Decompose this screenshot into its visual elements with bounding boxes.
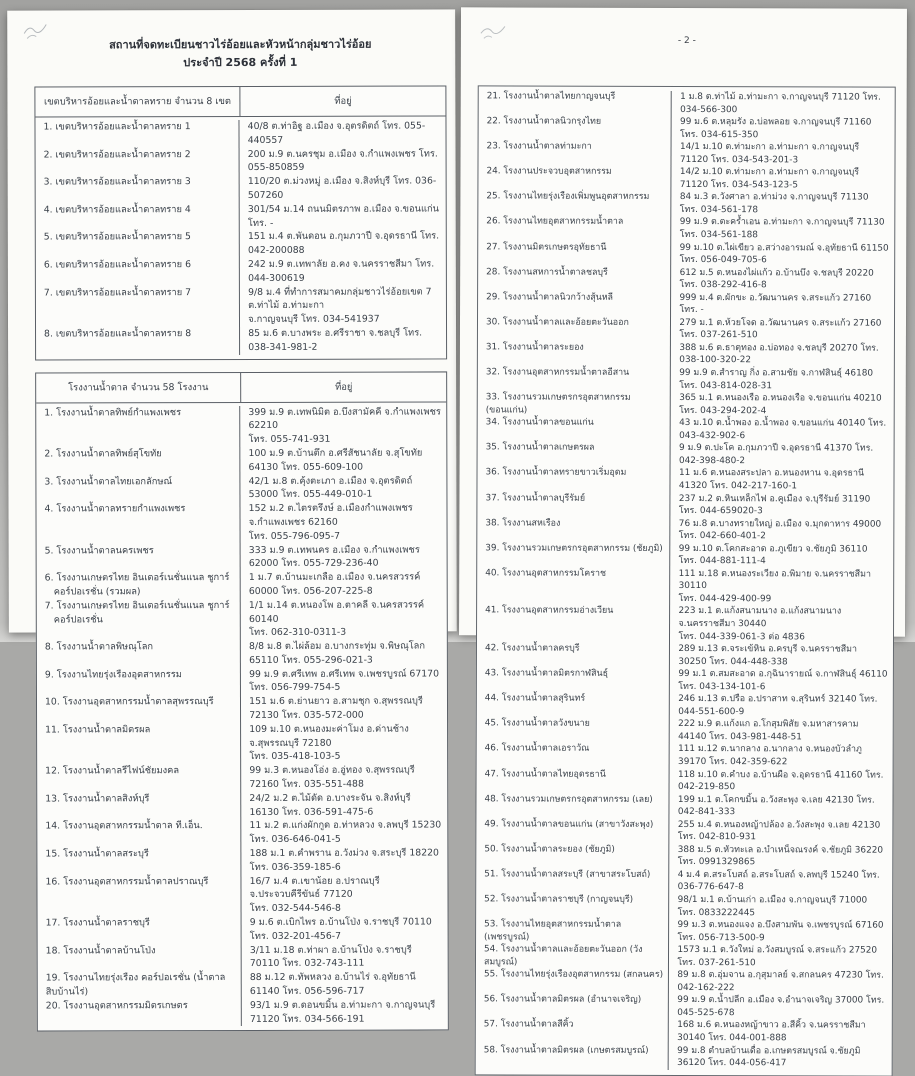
entry-name-cell: 1. โรงงานน้ำตาลทิพย์กำแพงเพชร xyxy=(36,406,240,448)
entry-address-cell: 98/1 ม.1 ต.บ้านเก่า อ.เมือง จ.กาญจนบุรี 71000 โทร. 0833222445 xyxy=(677,894,868,918)
entry-address-cell: 118 ม.10 ต.คำบง อ.บ้านผือ จ.อุดรธานี 41160 โทร. 042-219-850 xyxy=(677,769,884,793)
table-row xyxy=(477,542,893,568)
entry-name-cell: 25. โรงงานไทยรุ่งเรืองเพิ่มพูนอุตสาหกรรม xyxy=(478,191,672,217)
table-row xyxy=(478,442,894,468)
entry-name-cell: 36. โรงงานน้ำตาลทรายขาวเริ่มอุดม xyxy=(477,467,671,493)
entry-address-cell: 1573 ม.1 ต.วังใหม่ อ.วังสมบูรณ์ จ.สระแก้ว 27520 โทร. 037-261-510 xyxy=(677,945,878,968)
entry-name-cell: 2. เขตบริหารอ้อยและน้ำตาลทราย 2 xyxy=(36,148,240,176)
entry-address-cell: 111 ม.12 ต.นากลาง อ.นากลาง จ.หนองบัวลำภู 39170 โทร. 042-359-622 xyxy=(678,744,862,768)
table-row xyxy=(477,768,893,794)
entry-name-cell: 53. โรงงานไทยอุตสาหกรรมน้ำตาล (เพชรบูรณ์) xyxy=(476,918,670,944)
entry-address-cell: 99 ม.10 ต.โคกสะอาด อ.ภูเขียว จ.ชัยภูมิ 36110 โทร. 044-881-111-4 xyxy=(678,543,868,567)
entry-address-cell: 110/20 ต.ม่วงหมู่ อ.เมือง จ.สิงห์บุรี โทร. 036-507260 xyxy=(247,175,437,201)
entry-address-cell: 1 ม.7 ต.บ้านมะเกลือ อ.เมือง จ.นครสวรรค์ 60000 โทร. 056-207-225-8 xyxy=(248,571,421,597)
entry-name-cell: 27. โรงงานมิตรเกษตรอุทัยธานี xyxy=(478,241,672,267)
entry-name-cell: 31. โรงงานน้ำตาลระยอง xyxy=(478,341,672,367)
entry-name-cell: 17. โรงงานน้ำตาลราชบุรี xyxy=(38,916,242,944)
table-row xyxy=(37,764,447,793)
factory-table-page1 xyxy=(35,371,449,1032)
document-title-line2: ประจำปี 2568 ครั้งที่ 1 xyxy=(183,55,298,70)
table-row xyxy=(37,571,447,600)
entry-address-cell: 99 ม.9 ต.ตะคร้ำเอน อ.ท่ามะกา จ.กาญจนบุรี 71130 โทร. 034-561-188 xyxy=(679,217,885,241)
entry-address-cell: 11 ม.2 ต.แก่งผักกูด อ.ท่าหลวง จ.ลพบุรี 15230 โทร. 036-646-041-5 xyxy=(249,819,442,846)
factory-table-header xyxy=(36,372,446,403)
table-row xyxy=(477,743,893,769)
factory-table-page2 xyxy=(475,85,896,1076)
entry-address-cell: 3/11 ม.18 ต.ท่าผา อ.บ้านโป่ง จ.ราชบุรี 70110 โทร. 032-743-111 xyxy=(249,944,412,970)
entry-name-cell: 6. โรงงานเกษตรไทย อินเตอร์เนชั่นแนล ชูการ์ คอร์ปอเรชั่น (รวมผล) xyxy=(37,571,241,599)
table-row xyxy=(476,969,892,995)
entry-name-cell: 56. โรงงานน้ำตาลมิตรผล (อำนาจเจริญ) xyxy=(476,994,670,1020)
entry-name-cell: 41. โรงงานอุตสาหกรรมอ่างเวียน xyxy=(477,605,671,643)
entry-address-cell: 99 ม.9 ต.สำราญ กิ่ง อ.สามชัย จ.กาฬสินธุ์ 46180 โทร. 043-814-028-31 xyxy=(679,368,874,391)
document-title-line1: สถานที่จดทะเบียนชาวไร่อ้อยและหัวหน้ากลุ่มชาวไร่อ้อย xyxy=(109,37,372,52)
entry-name-cell: 40. โรงงานอุตสาหกรรมโคราช xyxy=(477,567,671,605)
table-row xyxy=(36,202,446,231)
table-row xyxy=(479,115,895,141)
factory-table-header-name: โรงงานน้ำตาล จำนวน 58 โรงงาน xyxy=(36,373,241,403)
entry-name-cell: 7. เขตบริหารอ้อยและน้ำตาลทราย 7 xyxy=(36,286,240,328)
entry-address-cell: 111 ม.18 ต.หนองระเวียง อ.พิมาย จ.นครราชสีมา 30110 โทร. 044-429-400-99 xyxy=(678,568,871,605)
entry-name-cell: 55. โรงงานไทยรุ่งเรืองอุตสาหกรรม (สกลนคร) xyxy=(476,969,670,995)
entry-address-cell: 99 ม.3 ต.หนองแจง อ.บึงสามพัน จ.เพชรบูรณ์ 67160 โทร. 056-713-500-9 xyxy=(677,920,884,943)
entry-address-cell: 16/7 ม.4 ต.เขาน้อย อ.ปราณบุรี จ.ประจวบคีรีขันธ์ 77120 โทร. 032-544-546-8 xyxy=(249,875,380,915)
entry-name-cell: 28. โรงงานสหการน้ำตาลชลบุรี xyxy=(478,266,672,292)
entry-name-cell: 48. โรงงานรวมเกษตรกรอุตสาหกรรม (เลย) xyxy=(476,793,670,819)
table-row xyxy=(35,119,445,148)
table-row xyxy=(477,718,893,744)
table-row xyxy=(37,722,447,764)
entry-address-cell: 99 ม.9 ต.ศรีเทพ อ.ศรีเทพ จ.เพชรบูรณ์ 67170 โทร. 056-799-754-5 xyxy=(249,668,440,694)
entry-address-cell: 84 ม.3 ต.วังศาลา อ.ท่าม่วง จ.กาญจนบุรี 71130 โทร. 034-561-178 xyxy=(679,192,869,216)
entry-name-cell: 43. โรงงานน้ำตาลมิตรกาฬสินธุ์ xyxy=(477,668,671,694)
entry-address-cell: 333 ม.9 ต.เทพนคร อ.เมือง จ.กำแพงเพชร 62000 โทร. 055-729-236-40 xyxy=(248,544,420,570)
zone-table-header-name: เขตบริหารอ้อยและน้ำตาลทราย จำนวน 8 เขต xyxy=(35,87,240,117)
entry-name-cell: 6. เขตบริหารอ้อยและน้ำตาลทราย 6 xyxy=(36,258,240,286)
entry-name-cell: 10. โรงงานอุตสาหกรรมน้ำตาลสุพรรณบุรี xyxy=(37,695,241,723)
factory-table-body-page1 xyxy=(36,402,448,1031)
entry-address-cell: 399 ม.9 ต.เทพนิมิต อ.บึงสามัคคี จ.กำแพงเพชร 62210 โทร. 055-741-931 xyxy=(248,406,441,446)
entry-name-cell: 22. โรงงานน้ำตาลนิวกรุงไทย xyxy=(479,115,673,141)
table-row xyxy=(36,285,446,327)
entry-address-cell: 279 ม.1 ต.ห้วยโจด อ.วัฒนานคร จ.สระแก้ว 27160 โทร. 037-261-510 xyxy=(679,317,882,341)
entry-address-cell: 388 ม.6 ต.ธาตุทอง อ.บ่อทอง จ.ชลบุรี 20270 โทร. 038-100-320-22 xyxy=(679,342,879,366)
table-row xyxy=(477,467,893,493)
entry-address-cell: 999 ม.4 ต.ผักขะ อ.วัฒนานคร จ.สระแก้ว 27160 โทร. - xyxy=(679,292,872,316)
entry-name-cell: 54. โรงงานน้ำตาลและอ้อยตะวันออก (วังสมบูรณ์) xyxy=(476,944,670,970)
table-row xyxy=(478,366,894,392)
entry-name-cell: 18. โรงงานน้ำตาลบ้านโป่ง xyxy=(38,944,242,972)
table-row xyxy=(476,944,892,970)
pencil-mark-icon xyxy=(19,16,61,42)
table-row xyxy=(478,166,894,192)
entry-address-cell: 199 ม.1 ต.โคกขมิ้น อ.วังสะพุง จ.เลย 42130 โทร. 042-841-333 xyxy=(677,794,875,818)
table-row xyxy=(478,241,894,267)
entry-address-cell: 151 ม.4 ต.พันดอน อ.กุมภวาปี จ.อุดรธานี โทร. 042-200088 xyxy=(247,230,440,257)
entry-address-cell: 99 ม.3 ต.หนองโอ่ง อ.อู่ทอง จ.สุพรรณบุรี 72160 โทร. 035-551-488 xyxy=(249,764,415,791)
table-row xyxy=(36,326,446,355)
entry-name-cell: 3. เขตบริหารอ้อยและน้ำตาลทราย 3 xyxy=(36,175,240,203)
entry-address-cell: 99 ม.1 ต.สมสะอาด อ.กุฉินารายณ์ จ.กาฬสินธุ์ 46110 โทร. 043-134-101-6 xyxy=(678,669,888,692)
entry-address-cell: 109 ม.10 ต.หนองมะค่าโมง อ.ด่านช้าง จ.สุพรรณบุรี 72180 โทร. 035-418-103-5 xyxy=(249,723,409,763)
entry-name-cell: 34. โรงงานน้ำตาลขอนแก่น xyxy=(478,417,672,443)
entry-address-cell: 4 ม.4 ต.สระโบสถ์ อ.สระโบสถ์ จ.ลพบุรี 15240 โทร. 036-776-647-8 xyxy=(677,869,880,893)
table-row xyxy=(476,994,892,1020)
entry-name-cell: 9. โรงงานไทยรุ่งเรืองอุตสาหกรรม xyxy=(37,668,241,696)
table-row xyxy=(36,446,446,475)
entry-address-cell: 200 ม.9 ต.นครชุม อ.เมือง จ.กำแพงเพชร โทร. 055-850859 xyxy=(247,148,438,174)
table-row xyxy=(36,502,446,544)
entry-address-cell: 93/1 ม.9 ต.ดอนขมิ้น อ.ท่ามะกา จ.กาญจนบุรี 71120 โทร. 034-566-191 xyxy=(249,999,436,1025)
entry-name-cell: 45. โรงงานน้ำตาลวังขนาย xyxy=(477,718,671,744)
table-row xyxy=(476,893,892,919)
entry-name-cell: 57. โรงงานน้ำตาลสีคิ้ว xyxy=(476,1019,670,1045)
entry-address-cell: 223 ม.1 ต.แก้งสนามนาง อ.แก้งสนามนาง จ.นครราชสีมา 30440 โทร. 044-339-061-3 ต่อ 4836 xyxy=(678,606,842,642)
table-row xyxy=(476,868,892,894)
table-row xyxy=(478,216,894,242)
entry-address-cell: 76 ม.8 ต.บางทรายใหญ่ อ.เมือง จ.มุกดาหาร 49000 โทร. 042-660-401-2 xyxy=(678,518,882,542)
table-row xyxy=(477,517,893,543)
entry-name-cell: 3. โรงงานน้ำตาลไทยเอกลักษณ์ xyxy=(36,475,240,503)
entry-address-cell: 301/54 ม.14 ถนนมิตรภาพ อ.เมือง จ.ขอนแก่น โทร. - xyxy=(247,203,439,229)
entry-name-cell: 8. โรงงานน้ำตาลพิษณุโลก xyxy=(37,640,241,668)
table-row xyxy=(478,291,894,317)
entry-address-cell: 151 ม.6 ต.ย่านยาว อ.สามชุก จ.สุพรรณบุรี 72130 โทร. 035-572-000 xyxy=(249,695,423,722)
table-row xyxy=(478,141,894,167)
entry-address-cell: 246 ม.13 ต.ปรือ อ.ปราสาท จ.สุรินทร์ 32140 โทร. 044-551-600-9 xyxy=(678,694,878,717)
entry-name-cell: 2. โรงงานน้ำตาลทิพย์สุโขทัย xyxy=(36,447,240,475)
pencil-mark-icon xyxy=(477,19,517,43)
table-row xyxy=(478,266,894,292)
table-row xyxy=(476,1044,892,1070)
table-row xyxy=(478,316,894,342)
entry-address-cell: 9 ม.6 ต.เบิกไพร อ.บ้านโป่ง จ.ราชบุรี 70110 โทร. 032-201-456-7 xyxy=(249,916,432,942)
entry-name-cell: 52. โรงงานน้ำตาลราชบุรี (กาญจนบุรี) xyxy=(476,893,670,919)
table-row xyxy=(37,695,447,724)
entry-name-cell: 20. โรงงานอุตสาหกรรมมิตรเกษตร xyxy=(38,999,242,1027)
zone-table-body xyxy=(35,116,446,359)
table-row xyxy=(37,598,447,640)
entry-name-cell: 58. โรงงานน้ำตาลมิตรผล (เกษตรสมบูรณ์) xyxy=(476,1044,670,1070)
entry-address-cell: 9 ม.9 ต.ปะโค อ.กุมภวาปี จ.อุดรธานี 41370 โทร. 042-398-480-2 xyxy=(678,443,874,467)
table-row xyxy=(477,693,893,719)
entry-name-cell: 46. โรงงานน้ำตาลเอราวัณ xyxy=(477,743,671,769)
entry-address-cell: 237 ม.2 ต.หินเหล็กไฟ อ.คูเมือง จ.บุรีรัมย์ 31190 โทร. 044-659020-3 xyxy=(678,493,871,517)
table-row xyxy=(477,605,893,644)
entry-name-cell: 24. โรงงานประจวบอุตสาหกรรม xyxy=(478,166,672,192)
table-row xyxy=(478,191,894,217)
entry-address-cell: 388 ม.5 ต.หัวทะเล อ.บำเหน็จณรงค์ จ.ชัยภูมิ 36220 โทร. 0991329865 xyxy=(677,844,884,868)
entry-name-cell: 37. โรงงานน้ำตาลบุรีรัมย์ xyxy=(477,492,671,518)
table-row xyxy=(38,915,448,944)
entry-name-cell: 4. เขตบริหารอ้อยและน้ำตาลทราย 4 xyxy=(36,203,240,231)
table-row xyxy=(476,818,892,844)
entry-name-cell: 47. โรงงานน้ำตาลไทยอุดรธานี xyxy=(477,768,671,794)
entry-address-cell: 85 ม.6 ต.บางพระ อ.ศรีราชา จ.ชลบุรี โทร. 038-341-981-2 xyxy=(248,327,423,353)
table-row xyxy=(36,405,446,447)
table-row xyxy=(37,791,447,820)
entry-address-cell: 365 ม.1 ต.หนองเรือ อ.หนองเรือ จ.ขอนแก่น 40210 โทร. 043-294-202-4 xyxy=(679,393,882,416)
entry-name-cell: 14. โรงงานอุตสาหกรรมน้ำตาล ที.เอ็น. xyxy=(37,819,241,847)
table-row xyxy=(36,257,446,286)
entry-name-cell: 51. โรงงานน้ำตาลสระบุรี (สาขาสระโบสถ์) xyxy=(476,868,670,894)
entry-name-cell: 29. โรงงานน้ำตาลนิวกว้างสุ้นหลี xyxy=(478,291,672,317)
table-row xyxy=(37,543,447,572)
entry-name-cell: 4. โรงงานน้ำตาลทรายกำแพงเพชร xyxy=(36,502,240,544)
factory-table-body-page2 xyxy=(476,86,895,1075)
table-row xyxy=(478,391,894,417)
table-row xyxy=(36,175,446,204)
entry-address-cell: 43 ม.10 ต.น้ำพอง อ.น้ำพอง จ.ขอนแก่น 40140 โทร. 043-432-902-6 xyxy=(679,418,887,441)
factory-table-header-address: ที่อยู่ xyxy=(335,381,353,393)
entry-name-cell: 23. โรงงานน้ำตาลท่ามะกา xyxy=(478,141,672,167)
entry-name-cell: 30. โรงงานน้ำตาลและอ้อยตะวันออก xyxy=(478,316,672,342)
page-number: - 2 - xyxy=(677,35,696,47)
entry-name-cell: 11. โรงงานน้ำตาลมิตรผล xyxy=(37,723,241,765)
table-row xyxy=(478,341,894,367)
entry-name-cell: 5. โรงงานน้ำตาลนครเพชร xyxy=(37,543,241,571)
entry-name-cell: 42. โรงงานน้ำตาลครบุรี xyxy=(477,642,671,668)
entry-address-cell: 99 ม.6 ต.หลุมรัง อ.บ่อพลอย จ.กาญจนบุรี 71160 โทร. 034-615-350 xyxy=(680,117,872,140)
entry-name-cell: 33. โรงงานรวมเกษตรกรอุตสาหกรรม (ขอนแก่น) xyxy=(478,391,672,417)
entry-address-cell: 152 ม.2 ต.ไตรตรึงษ์ อ.เมืองกำแพงเพชร จ.กำแพงเพชร 62160 โทร. 055-796-095-7 xyxy=(248,502,413,542)
table-row xyxy=(36,230,446,259)
entry-address-cell: 14/1 ม.10 ต.ท่ามะกา อ.ท่ามะกา จ.กาญจนบุรี 71120 โทร. 034-543-201-3 xyxy=(679,142,860,166)
entry-address-cell: 168 ม.6 ต.หนองหญ้าขาว อ.สีคิ้ว จ.นครราชสีมา 30140 โทร. 044-001-888 xyxy=(677,1020,866,1044)
entry-address-cell: 40/8 ต.ท่าอิฐ อ.เมือง จ.อุตรดิตถ์ โทร. 055-440557 xyxy=(247,120,426,146)
table-row xyxy=(38,998,448,1027)
table-row xyxy=(36,147,446,176)
entry-name-cell: 21. โรงงานน้ำตาลไทยกาญจนบุรี xyxy=(479,90,673,116)
entry-name-cell: 13. โรงงานน้ำตาลสิงห์บุรี xyxy=(37,792,241,820)
table-row xyxy=(476,918,892,944)
entry-name-cell: 38. โรงงานสหเรือง xyxy=(477,517,671,543)
table-row xyxy=(37,846,447,875)
entry-address-cell: 88 ม.12 ต.ทัพหลวง อ.บ้านไร่ จ.อุทัยธานี 61140 โทร. 056-596-717 xyxy=(249,971,416,997)
entry-address-cell: 1/1 ม.14 ต.หนองโพ อ.ตาคลี จ.นครสวรรค์ 60140 โทร. 062-310-0311-3 xyxy=(248,599,425,639)
entry-address-cell: 9/8 ม.4 ที่ทำการสมาคมกลุ่มชาวไร่อ้อยเขต 7 ต.ท่าไม้ อ.ท่ามะกา จ.กาญจนบุรี โทร. 034-541937 xyxy=(248,286,432,326)
table-row xyxy=(38,943,448,972)
table-row xyxy=(476,793,892,819)
entry-address-cell: 612 ม.5 ต.หนองไผ่แก้ว อ.บ้านบึง จ.ชลบุรี 20220 โทร. 038-292-416-8 xyxy=(679,267,874,291)
entry-name-cell: 7. โรงงานเกษตรไทย อินเตอร์เนชั่นแนล ชูการ์ คอร์ปอเรชั่น xyxy=(37,599,241,641)
table-row xyxy=(476,1019,892,1045)
entry-name-cell: 50. โรงงานน้ำตาลระยอง (ชัยภูมิ) xyxy=(476,843,670,869)
table-row xyxy=(37,819,447,848)
entry-address-cell: 100 ม.9 ต.บ้านตึก อ.ศรีสัชนาลัย จ.สุโขทัย 64130 โทร. 055-609-100 xyxy=(248,447,423,473)
entry-name-cell: 35. โรงงานน้ำตาลเกษตรผล xyxy=(478,442,672,468)
table-row xyxy=(38,971,448,1000)
entry-name-cell: 8. เขตบริหารอ้อยและน้ำตาลทราย 8 xyxy=(36,327,240,355)
table-row xyxy=(477,492,893,518)
entry-address-cell: 188 ม.1 ต.คำพราน อ.วังม่วง จ.สระบุรี 18220 โทร. 036-359-185-6 xyxy=(249,847,439,873)
entry-address-cell: 24/2 ม.2 ต.ไม้ดัด อ.บางระจัน จ.สิงห์บุรี 16130 โทร. 036-591-475-6 xyxy=(249,792,411,818)
table-row xyxy=(477,668,893,694)
table-row xyxy=(478,417,894,443)
entry-name-cell: 12. โรงงานน้ำตาลรีไฟน์ชัยมงคล xyxy=(37,764,241,792)
table-row xyxy=(37,640,447,669)
entry-name-cell: 49. โรงงานน้ำตาลขอนแก่น (สาขาวังสะพุง) xyxy=(476,818,670,844)
entry-address-cell: 242 ม.9 ต.เทพาลัย อ.คง จ.นครราชสีมา โทร. 044-300619 xyxy=(248,258,435,284)
table-row xyxy=(477,642,893,668)
entry-address-cell: 11 ม.6 ต.หนองสระปลา อ.หนองหาน จ.อุดรธานี 41320 โทร. 042-217-160-1 xyxy=(678,468,865,492)
entry-name-cell: 26. โรงงานไทยอุตสาหกรรมน้ำตาล xyxy=(478,216,672,242)
entry-name-cell: 19. โรงงานไทยรุ่งเรือง คอร์ปอเรชั่น (น้ำตาลสิบบ้านไร่) xyxy=(38,971,242,999)
table-row xyxy=(37,667,447,696)
entry-address-cell: 1 ม.8 ต.ท่าไม้ อ.ท่ามะกา จ.กาญจนบุรี 71120 โทร. 034-566-300 xyxy=(680,91,881,115)
document-page-1 xyxy=(7,9,457,1025)
entry-address-cell: 99 ม.8 ตำบลบ้านเดื่อ อ.เกษตรสมบูรณ์ จ.ชัยภูมิ 36120 โทร. 044-056-417 xyxy=(677,1045,861,1069)
entry-name-cell: 44. โรงงานน้ำตาลสุรินทร์ xyxy=(477,693,671,719)
entry-name-cell: 1. เขตบริหารอ้อยและน้ำตาลทราย 1 xyxy=(35,120,239,148)
zone-table-header-address: ที่อยู่ xyxy=(334,95,352,107)
entry-address-cell: 255 ม.4 ต.หนองหญ้าปล้อง อ.วังสะพุง จ.เลย 42130 โทร. 042-810-931 xyxy=(677,819,881,843)
entry-address-cell: 222 ม.9 ต.แก้งแก อ.โกสุมพิสัย จ.มหาสารคาม 44140 โทร. 043-981-448-51 xyxy=(678,719,859,743)
table-row xyxy=(476,843,892,869)
entry-address-cell: 42/1 ม.8 ต.คุ้งตะเภา อ.เมือง จ.อุตรดิตถ์ 53000 โทร. 055-449-010-1 xyxy=(248,475,413,501)
table-row xyxy=(477,567,893,606)
table-row xyxy=(36,474,446,503)
table-row xyxy=(37,874,447,916)
entry-address-cell: 14/2 ม.10 ต.ท่ามะกา อ.ท่ามะกา จ.กาญจนบุรี 71120 โทร. 034-543-123-5 xyxy=(679,167,860,191)
entry-address-cell: 99 ม.10 ต.ไผ่เขียว อ.สว่างอารมณ์ จ.อุทัยธานี 61150 โทร. 056-049-705-6 xyxy=(679,242,889,266)
entry-address-cell: 89 ม.8 ต.อุ่มจาน อ.กุสุมาลย์ จ.สกลนคร 47230 โทร. 042-162-222 xyxy=(677,970,884,993)
entry-name-cell: 5. เขตบริหารอ้อยและน้ำตาลทราย 5 xyxy=(36,230,240,258)
entry-address-cell: 8/8 ม.8 ต.ไผ่ล้อม อ.บางกระทุ่ม จ.พิษณุโลก 65110 โทร. 055-296-021-3 xyxy=(249,640,426,666)
zone-table xyxy=(34,85,447,360)
entry-address-cell: 99 ม.9 ต.น้ำปลีก อ.เมือง จ.อำนาจเจริญ 37000 โทร. 045-525-678 xyxy=(677,995,885,1019)
entry-name-cell: 39. โรงงานรวมเกษตรกรอุตสาหกรรม (ชัยภูมิ) xyxy=(477,542,671,568)
entry-address-cell: 289 ม.13 ต.จระเข้หิน อ.ครบุรี จ.นครราชสีมา 30250 โทร. 044-448-338 xyxy=(678,644,858,667)
document-title xyxy=(34,35,446,72)
entry-name-cell: 32. โรงงานอุตสาหกรรมน้ำตาลอีสาน xyxy=(478,366,672,392)
entry-name-cell: 15. โรงงานน้ำตาลสระบุรี xyxy=(37,847,241,875)
document-page-2 xyxy=(459,7,907,1069)
zone-table-header xyxy=(35,86,445,117)
entry-name-cell: 16. โรงงานอุตสาหกรรมน้ำตาลปราณบุรี xyxy=(37,875,241,917)
table-row xyxy=(479,90,895,116)
